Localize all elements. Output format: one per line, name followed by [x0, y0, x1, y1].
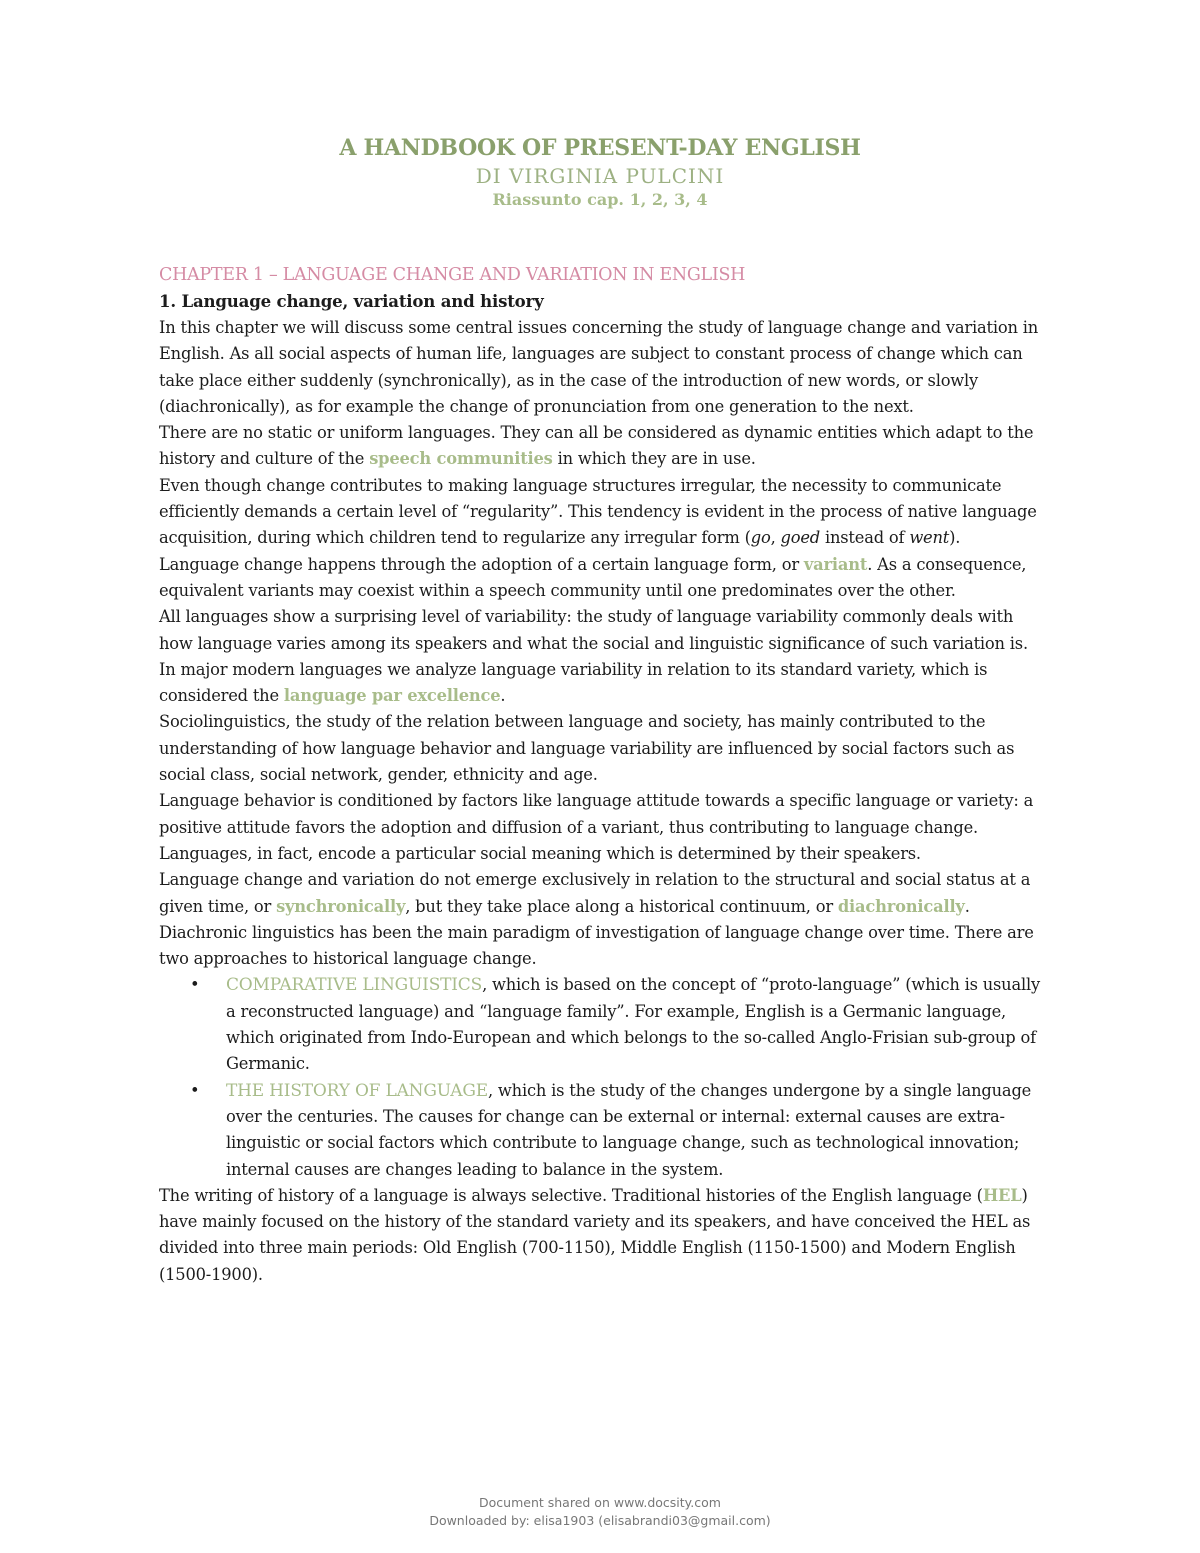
- highlight-term: language par excellence: [283, 686, 501, 706]
- paragraph-10: [159, 1183, 1044, 1288]
- section-heading: 1. Language change, variation and history: [159, 291, 544, 311]
- document-body: [159, 262, 1044, 1288]
- italic-example: go: [750, 528, 771, 548]
- paragraph-2: [159, 420, 1044, 473]
- paragraph-text: .: [964, 896, 970, 916]
- highlight-term: synchronically: [276, 896, 406, 916]
- paragraph-7: Language behavior is conditioned by factors like language attitude towards a specific language or variety: a positive attitude favors the adoption and diffusion of a variant, thus contributing to language change. Languages, in fact, encode a particular social meaning which is determined by their speakers.: [159, 791, 1034, 863]
- footer-shared-on: Document shared on www.docsity.com: [479, 1495, 721, 1510]
- paragraph-text: . As a consequence, equivalent variants may coexist within a speech community until one predominates over the other.: [159, 554, 1027, 600]
- document-footer: [0, 1494, 1200, 1530]
- paragraph-text: The writing of history of a language is always selective. Traditional histories of the English language (: [159, 1185, 983, 1205]
- paragraph-5: [159, 604, 1044, 709]
- highlight-term: COMPARATIVE LINGUISTICS: [226, 975, 483, 996]
- italic-example: went: [909, 528, 950, 548]
- paragraph-text: Even though change contributes to making language structures irregular, the necessity to communicate efficiently demands a certain level of “regularity”. This tendency is evident in the process of native language acquisition, during which children tend to regularize any irregular form (: [159, 475, 1037, 548]
- document-author: DI VIRGINIA PULCINI: [475, 164, 725, 188]
- document-header: [0, 133, 1200, 211]
- highlight-term: variant: [803, 554, 868, 574]
- list-item-text: , which is based on the concept of “proto-language” (which is usually a reconstructed language) and “language family”. For example, English is a Germanic language, which originated from Indo-European and which belongs to the so-called Anglo-Frisian sub-group of Germanic.: [226, 975, 1040, 1074]
- paragraph-text: instead of: [820, 528, 910, 548]
- list-item-text: , which is the study of the changes undergone by a single language over the centuries. The causes for change can be external or internal: external causes are extra-linguistic or social factors which contribute to language change, such as technological innovation; internal causes are changes leading to balance in the system.: [226, 1080, 1032, 1179]
- paragraph-9: Diachronic linguistics has been the main paradigm of investigation of language change over time. There are two approaches to historical language change.: [159, 922, 1034, 969]
- highlight-term: THE HISTORY OF LANGUAGE: [226, 1080, 488, 1101]
- italic-example: goed: [780, 528, 820, 548]
- paragraph-text: All languages show a surprising level of variability: the study of language variability commonly deals with how language varies among its speakers and what the social and linguistic significance of such variation is. In major modern languages we analyze language variability in relation to its standard variety, which is considered the: [159, 607, 1028, 706]
- paragraph-text: ).: [949, 528, 961, 548]
- paragraph-text: ,: [770, 528, 781, 548]
- highlight-term: diachronically: [837, 896, 965, 916]
- chapter-heading: CHAPTER 1 – LANGUAGE CHANGE AND VARIATION IN ENGLISH: [159, 265, 746, 285]
- approaches-list: [159, 972, 1044, 1182]
- bullet-icon: •: [190, 1080, 200, 1100]
- paragraph-text: in which they are in use.: [552, 449, 756, 469]
- bullet-icon: •: [190, 975, 200, 995]
- paragraph-1: In this chapter we will discuss some central issues concerning the study of language change and variation in English. As all social aspects of human life, languages are subject to constant process of change which can take place either suddenly (synchronically), as in the case of the introduction of new words, or slowly (diachronically), as for example the change of pronunciation from one generation to the next.: [159, 318, 1039, 416]
- document-summary-note: Riassunto cap. 1, 2, 3, 4: [492, 190, 708, 209]
- list-item: [190, 1078, 1044, 1183]
- paragraph-text: .: [500, 686, 506, 706]
- paragraph-text: , but they take place along a historical continuum, or: [405, 896, 838, 916]
- paragraph-3: [159, 473, 1044, 552]
- paragraph-text: Language change happens through the adoption of a certain language form, or: [159, 554, 804, 574]
- footer-downloaded-by: Downloaded by: elisa1903 (elisabrandi03@gmail.com): [429, 1513, 771, 1528]
- paragraph-text: Language change and variation do not emerge exclusively in relation to the structural and social status at a given time, or: [159, 870, 1031, 916]
- paragraph-text: There are no static or uniform languages. They can all be considered as dynamic entities which adapt to the history and culture of the: [159, 423, 1034, 469]
- highlight-term: HEL: [982, 1185, 1022, 1205]
- highlight-term: speech communities: [369, 449, 553, 469]
- paragraph-6: Sociolinguistics, the study of the relation between language and society, has mainly contributed to the understanding of how language behavior and language variability are influenced by social factors such as social class, social network, gender, ethnicity and age.: [159, 712, 1015, 785]
- list-item: [190, 972, 1044, 1077]
- paragraph-8: [159, 867, 1044, 920]
- paragraph-4: [159, 552, 1044, 605]
- document-title: A HANDBOOK OF PRESENT-DAY ENGLISH: [339, 135, 861, 161]
- paragraph-text: ) have mainly focused on the history of the standard variety and its speakers, and have conceived the HEL as divided into three main periods: Old English (700-1150), Middle English (1150-1500) and Modern English (1500-1900).: [159, 1185, 1031, 1284]
